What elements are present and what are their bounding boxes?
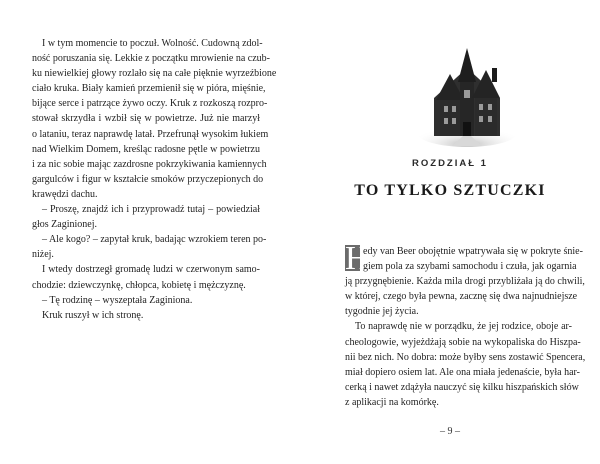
text-line: ją przygnębienie. Każda mila drogi przybliżała ją do chwili, xyxy=(345,276,585,288)
right-page xyxy=(300,0,600,464)
text-line: ność poruszania się. Lekkie z początku mrowienie na czub- xyxy=(32,53,270,65)
text-line: – Tę rodzinę – wyszeptała Zaginiona. xyxy=(42,294,193,306)
text-line: edy van Beer obojętnie wpatrywała się w pokryte śnie- xyxy=(363,246,583,257)
chapter-title: TO TYLKO SZTUCZKI xyxy=(354,182,546,199)
text-line: z aplikacji na komórkę. xyxy=(345,396,439,408)
text-line: – Ale kogo? – zapytał kruk, badając wzrokiem teren po- xyxy=(42,234,267,246)
page-number: – 9 – xyxy=(440,426,460,437)
text-line: miał dopiero osiem lat. Ale ona miała jedenaście, była har- xyxy=(345,366,580,378)
left-page-text xyxy=(32,36,277,323)
text-line: nii bez nich. No dobra: może byłby sens zostawić Spencera, xyxy=(345,351,586,363)
text-line: nad Wielkim Domem, kreśląc radosne pętle w powietrzu xyxy=(32,143,260,155)
text-line: ciało kruka. Biały kamień przemienił się w pióra, mięśnie, xyxy=(32,83,266,95)
text-line: cheologowie, wyjeżdżają sobie na wykopaliska do Hiszpa- xyxy=(345,336,581,348)
drop-cap: H xyxy=(345,240,370,277)
text-line: – Proszę, znajdź ich i przyprowadź tutaj – powiedział xyxy=(42,204,260,216)
haunted-house-icon xyxy=(412,38,522,148)
right-page-text xyxy=(345,240,586,410)
text-line: o lataniu, teraz naprawdę latał. Przefrunął wysokim łukiem xyxy=(32,128,269,140)
text-line: I wtedy dostrzegł gromadę ludzi w czerwonym samo- xyxy=(42,264,260,276)
text-line: chodzie: dziewczynkę, chłopca, kobietę i mężczyznę. xyxy=(32,279,246,291)
text-line: tygodnie jej życia. xyxy=(345,306,419,318)
chapter-label: ROZDZIAŁ 1 xyxy=(412,158,488,169)
text-line: i za nic sobie mając zazdrosne pokrzykiwania kamiennych xyxy=(32,158,267,170)
text-line: I w tym momencie to poczuł. Wolność. Cudowną zdol- xyxy=(42,38,263,49)
text-line: cerką i nawet zdążyła nauczyć się kilku hiszpańskich słów xyxy=(345,381,579,393)
text-line: stował skrzydła i wzbił się w powietrze. Już nie marzył xyxy=(32,113,260,125)
text-line: niżej. xyxy=(32,249,54,261)
text-line: giem pola za szybami samochodu i czuła, jak ogarnia xyxy=(363,261,577,273)
text-line: bijące serce i patrzące żywo oczy. Kruk z rozkoszą rozpro- xyxy=(32,98,268,110)
text-line: gargulców i figur w kształcie smoków przyczepionych do xyxy=(32,173,264,185)
text-line: ku niewielkiej głowy rozlało się na całe pięknie wyrzeźbione xyxy=(32,68,277,80)
text-line: w której, czego była pewna, zacznę się dwa najnudniejsze xyxy=(345,291,578,303)
text-line: To naprawdę nie w porządku, że jej rodzice, oboje ar- xyxy=(355,321,572,333)
text-line: krawędzi dachu. xyxy=(32,188,98,200)
text-line: Kruk ruszył w ich stronę. xyxy=(42,309,144,321)
text-line: głos Zaginionej. xyxy=(32,219,97,231)
